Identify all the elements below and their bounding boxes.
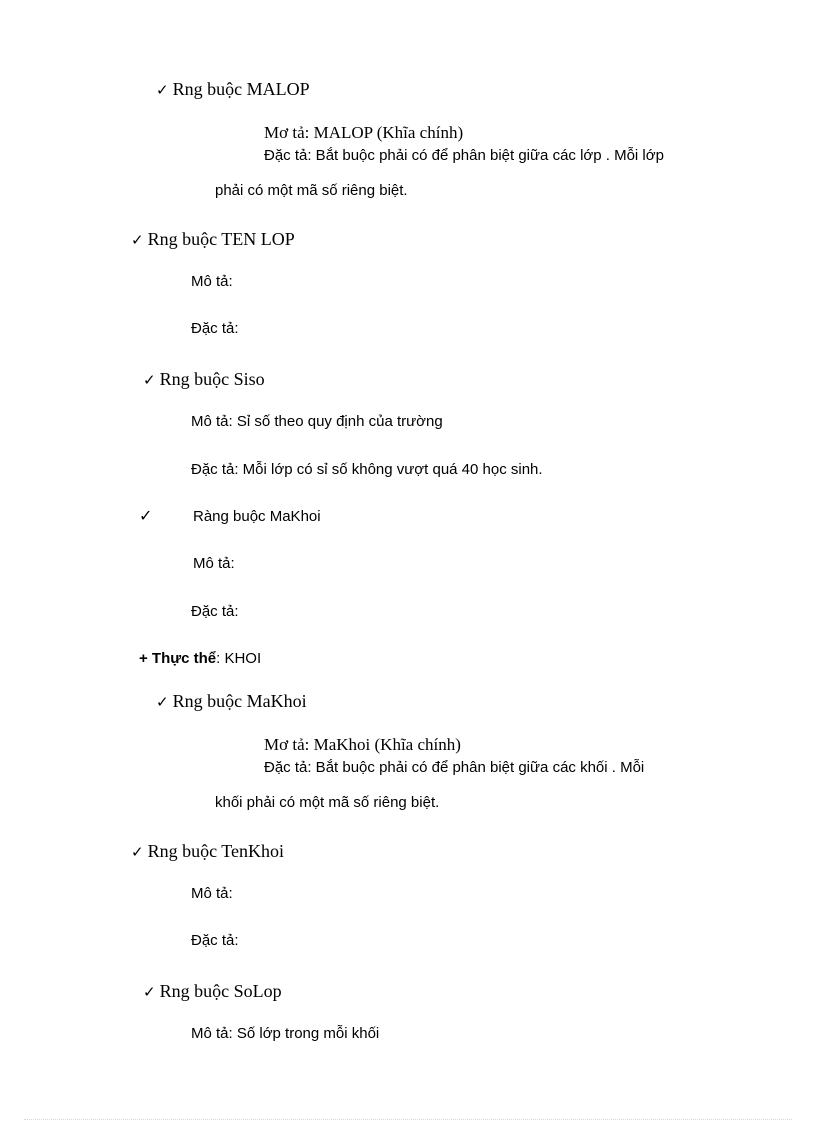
tenkhoi-description: Mô tả:	[191, 885, 233, 902]
checkmark-icon: ✓	[131, 231, 144, 249]
entity-heading-khoi: + Thực thể: KHOI	[139, 650, 262, 667]
makhoi-lop-description: Mô tả:	[193, 555, 235, 572]
constraint-heading-tenkhoi: ✓ Rng buộc TenKhoi	[131, 841, 284, 861]
malop-spec-line1: Đặc tả: Bắt buộc phải có để phân biệt giữa các lớp . Mỗi lớp	[264, 147, 664, 164]
malop-spec-line2: phải có một mã số riêng biệt.	[215, 182, 408, 199]
makhoi-spec-line1: Đặc tả: Bắt buộc phải có để phân biệt giữa các khối . Mỗi	[264, 759, 645, 776]
tenlop-spec: Đặc tả:	[191, 320, 239, 337]
siso-spec: Đặc tả: Mỗi lớp có sỉ số không vượt quá 40 học sinh.	[191, 461, 543, 478]
constraint-heading-tenlop: ✓ Rng buộc TEN LOP	[131, 229, 295, 249]
page-bottom-rule	[24, 1119, 792, 1120]
constraint-heading-makhoi-lop: Ràng buộc MaKhoi	[193, 508, 321, 525]
tenlop-description: Mô tả:	[191, 273, 233, 290]
checkmark-icon: ✓	[143, 983, 156, 1001]
solop-description: Mô tả: Số lớp trong mỗi khối	[191, 1025, 380, 1042]
checkmark-icon: ✓	[156, 693, 169, 711]
checkmark-icon: ✓	[139, 506, 153, 525]
checkmark-icon: ✓	[156, 81, 169, 99]
constraint-heading-makhoi: ✓ Rng buộc MaKhoi	[156, 691, 307, 711]
tenkhoi-spec: Đặc tả:	[191, 932, 239, 949]
checkmark-icon: ✓	[131, 843, 144, 861]
malop-description: Mơ tả: MALOP (Khĩa chính)	[264, 123, 464, 142]
siso-description: Mô tả: Sỉ số theo quy định của trường	[191, 413, 443, 430]
makhoi-lop-spec: Đặc tả:	[191, 603, 239, 620]
makhoi-spec-line2: khối phải có một mã số riêng biệt.	[215, 794, 440, 811]
checkmark-icon: ✓	[143, 371, 156, 389]
constraint-heading-malop: ✓ Rng buộc MALOP	[156, 79, 310, 99]
makhoi-description: Mơ tả: MaKhoi (Khĩa chính)	[264, 735, 461, 754]
constraint-heading-solop: ✓ Rng buộc SoLop	[143, 981, 282, 1001]
constraint-heading-siso: ✓ Rng buộc Siso	[143, 369, 265, 389]
